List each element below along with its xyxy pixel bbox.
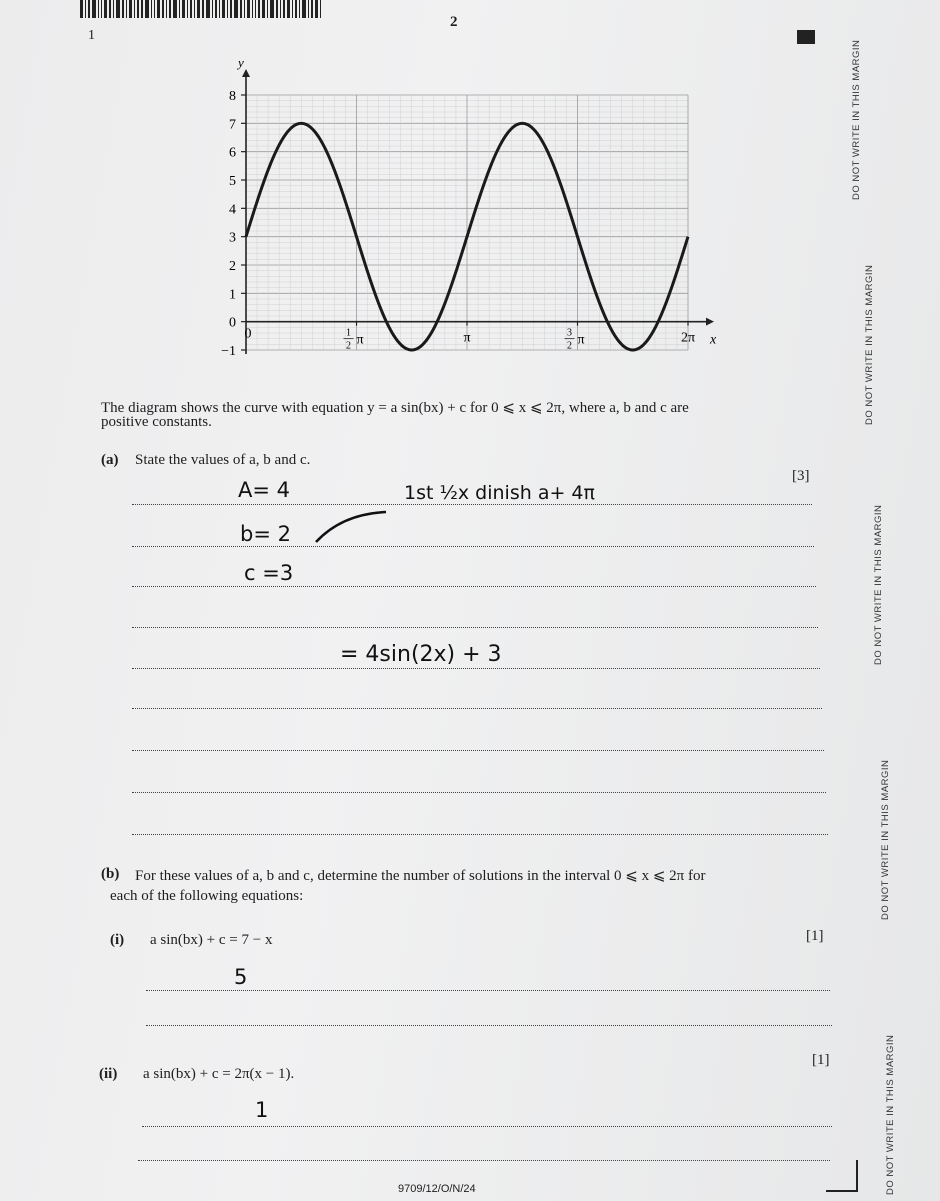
answer-line [132,504,812,505]
answer-line [142,1126,832,1127]
answer-line [132,834,828,835]
y-tick-label: 2 [229,259,236,274]
sine-curve-graph [190,55,730,375]
paper-code: 9709/12/O/N/24 [398,1183,476,1195]
handwritten-stroke [312,506,392,548]
part-b-ii-label: (ii) [99,1066,118,1082]
pi-symbol: π [356,332,364,348]
handwritten-note: 1st ½x dinish a+ 4π [404,482,595,504]
margin-warning: DO NOT WRITE IN THIS MARGIN [880,759,891,920]
x-axis-arrow [706,318,714,326]
x-tick-label: 2π [680,330,696,346]
part-a-label: (a) [101,452,119,468]
x-tick-label: 0 [244,326,252,342]
answer-line [132,792,826,793]
handwritten-answer: = 4sin(2x) + 3 [340,642,502,667]
fraction-denominator: 2 [346,340,351,352]
x-tick-label: π [463,330,471,346]
part-b-i-marks: [1] [806,928,824,944]
fraction-numerator: 3 [567,327,572,339]
part-b-label: (b) [101,866,120,882]
part-a-marks: [3] [792,468,810,484]
margin-warning: DO NOT WRITE IN THIS MARGIN [885,1034,896,1195]
y-tick-label: 5 [229,174,236,189]
part-a-question: State the values of a, b and c. [135,452,311,468]
fraction-numerator: 1 [346,327,351,339]
pi-symbol: π [577,332,585,348]
page-number: 2 [450,14,458,30]
answer-line [146,1025,832,1026]
y-tick-label: −1 [221,344,236,359]
margin-warning: DO NOT WRITE IN THIS MARGIN [873,504,884,665]
y-tick-label: 4 [229,202,236,218]
chart-grid [246,95,688,350]
y-tick-label: 1 [229,287,236,303]
answer-line [132,627,818,628]
handwritten-answer: A= 4 [238,478,290,502]
answer-line [132,708,822,709]
handwritten-answer: 1 [255,1098,269,1122]
answer-line [132,668,820,669]
y-tick-label: 0 [229,315,236,331]
part-b-ii-equation: a sin(bx) + c = 2π(x − 1). [143,1066,295,1082]
answer-line [132,586,816,587]
margin-warning: DO NOT WRITE IN THIS MARGIN [864,264,875,425]
fraction-denominator: 2 [567,340,572,352]
answer-line [132,750,824,751]
chart-ticks [221,89,695,359]
handwritten-answer: 5 [234,965,248,989]
registration-square [797,30,815,44]
part-b-question-2: each of the following equations: [110,888,304,904]
part-b-i-equation: a sin(bx) + c = 7 − x [150,932,273,948]
handwritten-answer: b= 2 [240,522,291,546]
x-axis-label: x [710,332,717,348]
y-tick-label: 6 [229,145,236,161]
answer-line [132,546,814,547]
corner-mark [826,1160,858,1192]
y-tick-label: 8 [229,89,236,104]
part-b-question-1: For these values of a, b and c, determine the number of solutions in the interval 0 ⩽ x ⩽ 2π for [135,868,706,884]
part-b-ii-marks: [1] [812,1052,830,1068]
margin-warning: DO NOT WRITE IN THIS MARGIN [851,39,862,200]
y-axis-label: y [238,55,244,70]
handwritten-answer: c =3 [244,561,294,585]
barcode [80,0,380,18]
intro-line-1: The diagram shows the curve with equation y = a sin(bx) + c for 0 ⩽ x ⩽ 2π, where a, b and c are [101,400,689,416]
x-tick-label [344,328,364,352]
y-axis-arrow [242,69,250,77]
y-tick-label: 7 [229,117,236,133]
y-tick-label: 3 [229,230,236,246]
answer-line [138,1160,830,1161]
part-b-i-label: (i) [110,932,125,948]
page-marker: 1 [88,28,95,43]
x-tick-label [565,328,585,352]
answer-line [146,990,830,991]
intro-line-2: positive constants. [101,414,212,430]
